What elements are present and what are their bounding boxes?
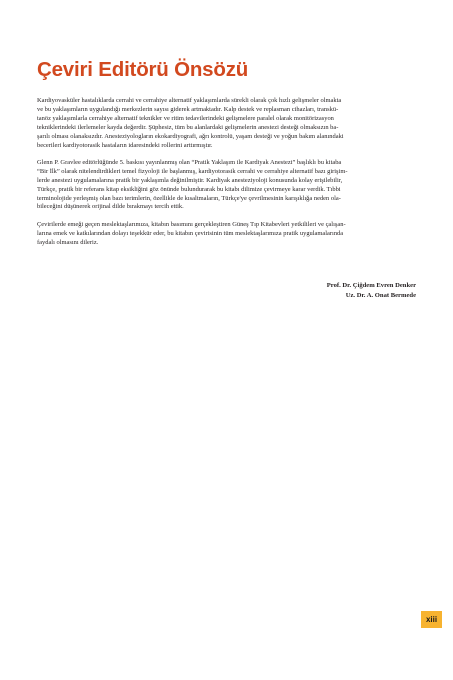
page-title: Çeviri Editörü Önsözü [37,57,249,81]
text-line: tanöz yaklaşımlarla cerrahiye alternatif teknikler ve ritim tedavilerindeki gelişmelere paralel olarak monitörizasyon [37,114,334,122]
text-line: terminolojide yerleşmiş olan bazı terimlerin, özellikle de kısaltmaların, Türkçe'ye çevrilmesinin karışıklığa neden ola- [37,194,341,202]
text-line: “Bir İlk” olarak nitelendirdikleri temel fizyoloji ile başlanmış, kardiyotorasik cerrahi ve cerrahiye alternatif bazı girişim- [37,167,348,175]
text-line: faydalı olmasını dileriz. [37,238,99,246]
preface-body [37,97,415,256]
signature-name-2: Uz. Dr. A. Onat Bermede [345,292,416,299]
text-line: Çevirilerde emeği geçen meslektaşlarımıza, kitabın basımını gerçekleştiren Güneş Tıp Kitabevleri yetkilileri ve çalışan- [37,220,346,228]
signature-name-1: Prof. Dr. Çiğdem Evren Denker [326,282,416,289]
text-line: lerde anestezi uygulamalarına pratik bir yaklaşımla değinilmiştir. Kardiyak anesteziyoloji konusunda kolay erişilebilir, [37,176,343,184]
text-line: tekniklerindeki ilerlemeler kayda değerdir. Şüphesiz, tüm bu alanlardaki gelişmelerin anestezi desteği olmaksızın ba- [37,123,339,131]
paragraph-3 [37,221,415,248]
text-line: larına emek ve katkılarından dolayı teşekkür eder, bu kitabın çevirisinin tüm meslektaşlarımıza pratik uygulamalarında [37,229,344,237]
text-line: Türkçe, pratik bir referans kitap eksikliğini göz önünde bulundurarak bu kitabı dilimize çevirmeye karar verdik. Tıbbi [37,185,341,193]
paragraph-2 [37,159,415,212]
paragraph-1 [37,97,415,150]
text-line: becerileri kardiyotorasik hastaların idaresindeki rollerini arttırmıştır. [37,141,213,149]
signature-block [327,281,416,301]
text-line: bileceğini düşünerek orijinal dilde bırakmayı tercih ettik. [37,203,184,211]
text-line: ve bu yaklaşımların uygulandığı merkezlerin sayısı giderek artmaktadır. Kalp destek ve replasman cihazları, transkü- [37,105,339,113]
page-number: xiii [421,611,442,628]
text-line: Kardiyovasküler hastalıklarda cerrahi ve cerrahiye alternatif yaklaşımlarda sürekli olarak çok hızlı gelişmeler olmakta [37,97,342,104]
text-line: Glenn P. Gravlee editörlüğünde 5. baskısı yayınlanmış olan “Pratik Yaklaşım ile Kardiyak Anestezi” başlıklı bu kitaba [37,158,342,166]
text-line: şarılı olması olanaksızdır. Anesteziyologların ekokardiyografi, ağrı kontrolü, yaşam desteği ve yoğun bakım alanındaki [37,132,344,140]
